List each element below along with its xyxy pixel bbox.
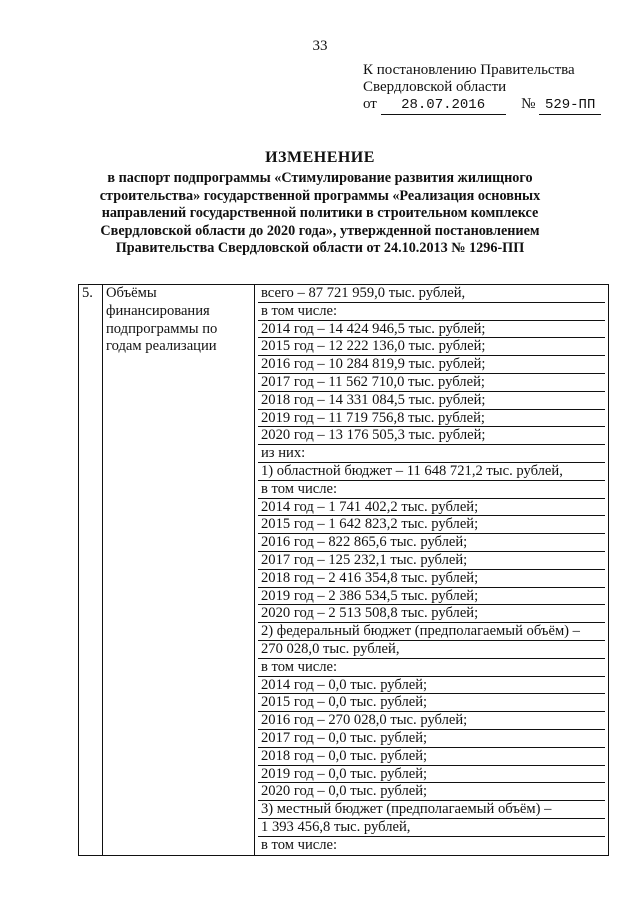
- value-line: 2015 год – 1 642 823,2 тыс. рублей;: [258, 516, 605, 534]
- label-line: Объёмы: [106, 285, 157, 301]
- value-line: 2016 год – 270 028,0 тыс. рублей;: [258, 712, 605, 730]
- value-line: 2) федеральный бюджет (предполагаемый объём) –: [258, 623, 605, 641]
- value-line: 1 393 456,8 тыс. рублей,: [258, 819, 605, 837]
- title-line: строительства» государственной программы «Реализация основных: [99, 187, 541, 204]
- value-line: 2015 год – 12 222 136,0 тыс. рублей;: [258, 338, 605, 356]
- from-label: от: [363, 96, 377, 112]
- value-line: из них:: [258, 445, 605, 463]
- label-line: подпрограммы по: [106, 320, 218, 337]
- value-line: всего – 87 721 959,0 тыс. рублей,: [258, 285, 605, 303]
- label-line: годам реализации: [106, 338, 217, 355]
- value-line: 2018 год – 2 416 354,8 тыс. рублей;: [258, 570, 605, 588]
- resolution-number: 529-ПП: [539, 97, 601, 115]
- title-line: Свердловской области до 2020 года», утвержденной постановлением: [100, 222, 540, 239]
- value-line: в том числе:: [261, 836, 338, 853]
- attachment-date-line: [363, 96, 601, 115]
- value-line: 2015 год – 0,0 тыс. рублей;: [258, 694, 605, 712]
- row-number: 5.: [79, 285, 103, 856]
- value-line: 1) областной бюджет – 11 648 721,2 тыс. рублей,: [258, 463, 605, 481]
- value-line: 2017 год – 0,0 тыс. рублей;: [258, 730, 605, 748]
- financing-table: [78, 284, 609, 856]
- number-label: №: [521, 96, 536, 112]
- value-line: в том числе:: [258, 481, 605, 499]
- resolution-date: 28.07.2016: [381, 97, 506, 115]
- attachment-line-1: К постановлению Правительства: [363, 62, 575, 78]
- value-line: 2019 год – 11 719 756,8 тыс. рублей;: [258, 410, 605, 428]
- value-line: в том числе:: [258, 303, 605, 321]
- value-line: 2014 год – 0,0 тыс. рублей;: [258, 677, 605, 695]
- value-line: 3) местный бюджет (предполагаемый объём) –: [258, 801, 605, 819]
- label-line: финансирования: [106, 302, 210, 319]
- table-row: [79, 285, 609, 856]
- row-values: [255, 285, 609, 856]
- value-line: 2020 год – 2 513 508,8 тыс. рублей;: [258, 605, 605, 623]
- title-main: ИЗМЕНЕНИЕ: [265, 149, 375, 166]
- value-line: 2020 год – 0,0 тыс. рублей;: [258, 783, 605, 801]
- value-line: 2020 год – 13 176 505,3 тыс. рублей;: [258, 427, 605, 445]
- value-line: в том числе:: [258, 659, 605, 677]
- title-line: в паспорт подпрограммы «Стимулирование развития жилищного: [107, 170, 533, 186]
- value-line: 2019 год – 0,0 тыс. рублей;: [258, 766, 605, 784]
- value-line: 2018 год – 0,0 тыс. рублей;: [258, 748, 605, 766]
- value-line: 2016 год – 822 865,6 тыс. рублей;: [258, 534, 605, 552]
- value-line: 2014 год – 1 741 402,2 тыс. рублей;: [258, 499, 605, 517]
- document-title: [90, 149, 550, 258]
- value-line: 2014 год – 14 424 946,5 тыс. рублей;: [258, 321, 605, 339]
- value-line: 2017 год – 11 562 710,0 тыс. рублей;: [258, 374, 605, 392]
- attachment-header: [363, 62, 601, 115]
- title-line: Правительства Свердловской области от 24.10.2013 № 1296-ПП: [115, 240, 525, 256]
- row-label: [103, 285, 255, 856]
- attachment-line-2: Свердловской области: [363, 79, 507, 95]
- value-line: 2017 год – 125 232,1 тыс. рублей;: [258, 552, 605, 570]
- title-subtitle: [90, 170, 550, 258]
- title-line: направлений государственной политики в строительном комплексе: [101, 205, 539, 221]
- value-line: 2019 год – 2 386 534,5 тыс. рублей;: [258, 588, 605, 606]
- value-line: 2016 год – 10 284 819,9 тыс. рублей;: [258, 356, 605, 374]
- page-number: 33: [312, 38, 328, 54]
- value-line: 270 028,0 тыс. рублей,: [258, 641, 605, 659]
- value-line: 2018 год – 14 331 084,5 тыс. рублей;: [258, 392, 605, 410]
